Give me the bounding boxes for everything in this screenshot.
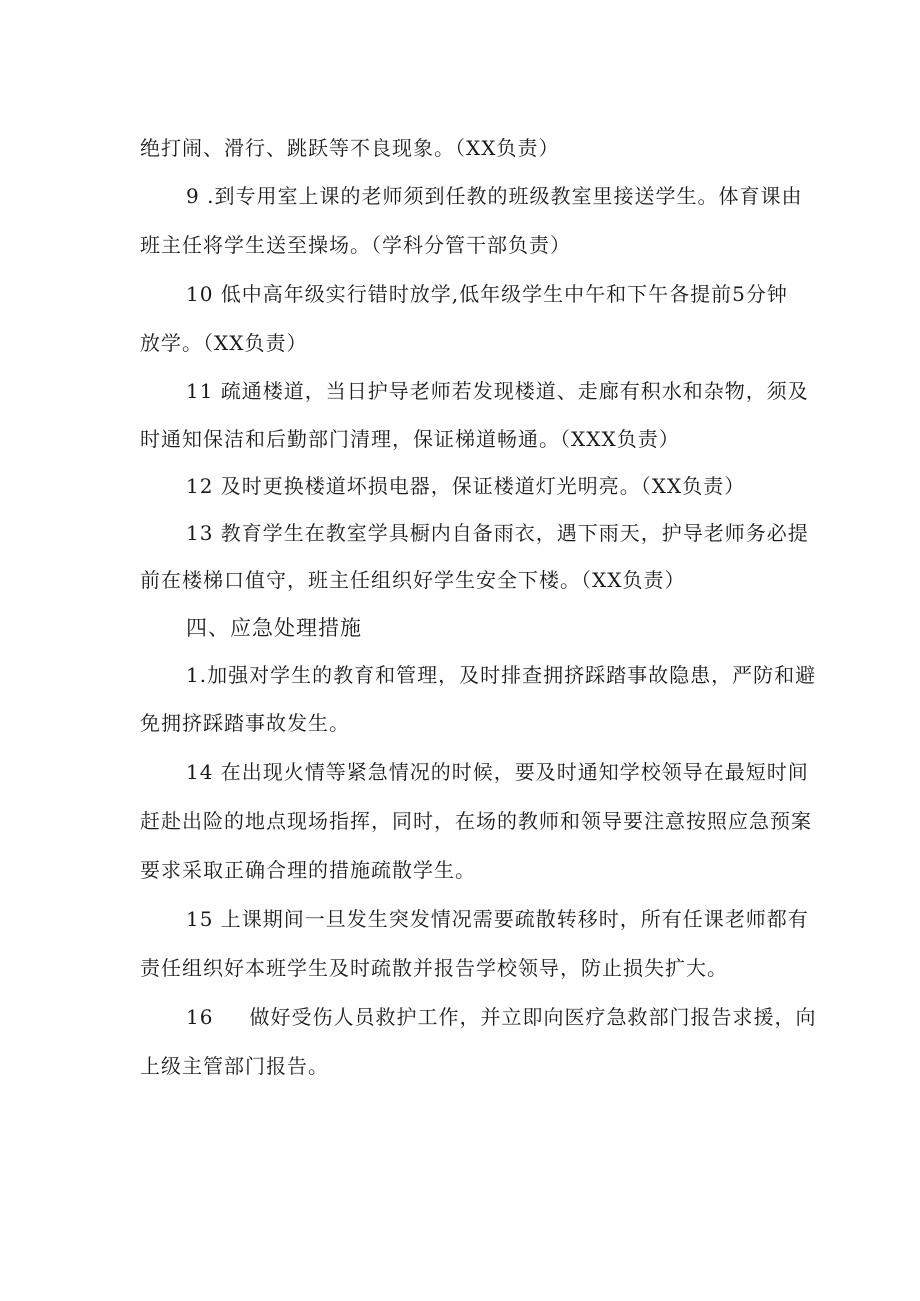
text-line: 放学。（XX负责） bbox=[140, 331, 308, 355]
text-line: 班主任将学生送至操场。（学科分管干部负责） bbox=[140, 233, 571, 257]
text-line: 要求采取正确合理的措施疏散学生。 bbox=[140, 858, 476, 882]
text-line: 时通知保洁和后勤部门清理，保证梯道畅通。（XXX负责） bbox=[140, 427, 680, 451]
text-line: 14 在出现火情等紧急情况的时候，要及时通知学校领导在最短时间 bbox=[186, 760, 809, 784]
text-line: 上级主管部门报告。 bbox=[140, 1054, 329, 1078]
text-line: 13 教育学生在教室学具橱内自备雨衣，遇下雨天，护导老师务必提 bbox=[186, 521, 809, 545]
text-line: 前在楼梯口值守，班主任组织好学生安全下楼。（XX负责） bbox=[140, 568, 686, 592]
text-line: 免拥挤踩踏事故发生。 bbox=[140, 711, 350, 735]
item-number: 16 bbox=[186, 1005, 214, 1029]
text-line: 15 上课期间一旦发生突发情况需要疏散转移时，所有任课老师都有 bbox=[186, 907, 809, 931]
text-line: 责任组织好本班学生及时疏散并报告学校领导，防止损失扩大。 bbox=[140, 956, 728, 980]
text-line: 11 疏通楼道，当日护导老师若发现楼道、走廊有积水和杂物，须及 bbox=[186, 379, 809, 403]
text-line: 绝打闹、滑行、跳跃等不良现象。（XX负责） bbox=[140, 136, 560, 160]
text-line: 9 .到专用室上课的老师须到任教的班级教室里接送学生。体育课由 bbox=[186, 184, 803, 208]
text-line: 1.加强对学生的教育和管理，及时排查拥挤踩踏事故隐患，严防和避 bbox=[186, 663, 817, 687]
item-text: 做好受伤人员救护工作，并立即向医疗急救部门报告求援，向 bbox=[249, 1005, 817, 1029]
text-line bbox=[186, 1003, 816, 1031]
text-line: 12 及时更换楼道坏损电器，保证楼道灯光明亮。（XX负责） bbox=[186, 474, 746, 498]
text-line: 赶赴出险的地点现场指挥，同时，在场的教师和领导要注意按照应急预案 bbox=[140, 809, 812, 833]
text-line: 10 低中高年级实行错时放学,低年级学生中午和下午各提前5分钟 bbox=[186, 282, 788, 306]
section-heading: 四、应急处理措施 bbox=[186, 616, 362, 640]
